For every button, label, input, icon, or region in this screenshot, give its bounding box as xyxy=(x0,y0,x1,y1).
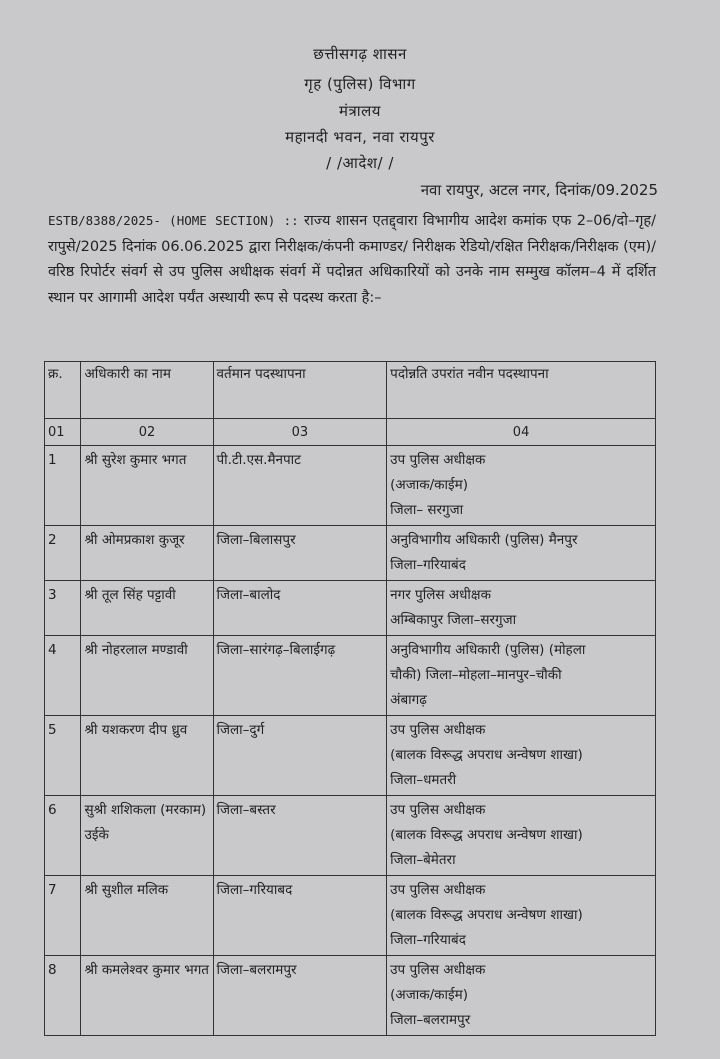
column-number: 04 xyxy=(387,419,656,446)
new-posting-line: जिला–बेमेतरा xyxy=(390,852,456,868)
row-sno: 2 xyxy=(48,532,57,548)
column-number: 02 xyxy=(81,419,213,446)
row-new-posting xyxy=(387,956,656,1036)
header-name: अधिकारी का नाम xyxy=(81,362,213,419)
new-posting-line: चौकी) जिला–मोहला–मानपुर–चौकी xyxy=(390,667,562,683)
row-current-posting: जिला–बलरामपुर xyxy=(216,962,297,978)
table-row xyxy=(45,876,656,956)
new-posting-line: अनुविभागीय अधिकारी (पुलिस) (मोहला xyxy=(390,642,586,658)
header-new-posting: पदोन्नति उपरांत नवीन पदस्थापना xyxy=(387,362,656,419)
row-current-posting: जिला–गरियाबद xyxy=(216,882,293,898)
new-posting-line: (बालक विरूद्ध अपराध अन्वेषण शाखा) xyxy=(390,747,583,763)
row-current-posting: पी.टी.एस.मैनपाट xyxy=(216,452,301,468)
table-row xyxy=(45,636,656,716)
table-row xyxy=(45,716,656,796)
row-new-posting xyxy=(387,581,656,636)
row-sno: 3 xyxy=(48,587,57,603)
new-posting-line: नगर पुलिस अधीक्षक xyxy=(390,587,491,603)
new-posting-line: जिला–गरियाबंद xyxy=(390,557,466,573)
address-line: महानदी भवन, नवा रायपुर xyxy=(285,128,435,146)
column-number-row xyxy=(45,419,656,446)
new-posting-line: उप पुलिस अधीक्षक xyxy=(390,722,486,738)
new-posting-line: अंबागढ़ xyxy=(390,692,427,708)
row-new-posting xyxy=(387,876,656,956)
date-line: नवा रायपुर, अटल नगर, दिनांक/09.2025 xyxy=(420,181,658,199)
row-current-posting: जिला–बालोद xyxy=(216,587,281,603)
row-sno: 7 xyxy=(48,882,57,898)
reference-number: ESTB/8388/2025- (HOME SECTION) :: xyxy=(48,213,299,228)
new-posting-line: अम्बिकापुर जिला–सरगुजा xyxy=(390,612,517,628)
new-posting-line: जिला–बलरामपुर xyxy=(390,1012,471,1028)
row-officer-name: श्री ओमप्रकाश कुजूर xyxy=(84,532,185,548)
row-officer-name: श्री यशकरण दीप ध्रुव xyxy=(84,722,188,738)
department-title: गृह (पुलिस) विभाग xyxy=(304,75,416,93)
row-new-posting xyxy=(387,636,656,716)
row-current-posting: जिला–बस्तर xyxy=(216,802,276,818)
row-new-posting xyxy=(387,526,656,581)
row-sno: 4 xyxy=(48,642,57,658)
column-number: 01 xyxy=(45,419,81,446)
row-new-posting xyxy=(387,446,656,526)
row-sno: 5 xyxy=(48,722,57,738)
row-officer-name: श्री नोहरलाल मण्डावी xyxy=(84,642,188,658)
column-number: 03 xyxy=(213,419,387,446)
row-sno: 8 xyxy=(48,962,57,978)
table-header-row xyxy=(45,362,656,419)
row-current-posting: जिला–दुर्ग xyxy=(216,722,265,738)
table-row xyxy=(45,446,656,526)
row-officer-name: श्री तूल सिंह पट्टावी xyxy=(84,587,176,603)
table-row xyxy=(45,796,656,876)
new-posting-line: (बालक विरूद्ध अपराध अन्वेषण शाखा) xyxy=(390,827,583,843)
table-row xyxy=(45,581,656,636)
posting-table xyxy=(44,361,656,1036)
new-posting-line: उप पुलिस अधीक्षक xyxy=(390,962,486,978)
header-current-posting: वर्तमान पदस्थापना xyxy=(213,362,387,419)
row-current-posting: जिला–सारंगढ़–बिलाईगढ़ xyxy=(216,642,336,658)
new-posting-line: अनुविभागीय अधिकारी (पुलिस) मैनपुर xyxy=(390,532,578,548)
new-posting-line: (बालक विरूद्ध अपराध अन्वेषण शाखा) xyxy=(390,907,583,923)
new-posting-line: (अजाक/काईम) xyxy=(390,987,468,1003)
row-officer-name: श्री कमलेश्वर कुमार भगत xyxy=(84,962,210,978)
table-row xyxy=(45,526,656,581)
order-heading: / /आदेश/ / xyxy=(326,154,394,172)
header-sno: क्र. xyxy=(45,362,81,419)
row-new-posting xyxy=(387,716,656,796)
row-officer-name: श्री सुरेश कुमार भगत xyxy=(84,452,187,468)
row-new-posting xyxy=(387,796,656,876)
new-posting-line: उप पुलिस अधीक्षक xyxy=(390,802,486,818)
row-sno: 6 xyxy=(48,802,57,818)
row-officer-name: सुश्री शशिकला (मरकाम) उईके xyxy=(84,802,207,843)
order-paragraph xyxy=(48,208,656,311)
new-posting-line: जिला–गरियाबंद xyxy=(390,932,466,948)
new-posting-line: जिला–धमतरी xyxy=(390,772,457,788)
row-officer-name: श्री सुशील मलिक xyxy=(84,882,169,898)
new-posting-line: (अजाक/काईम) xyxy=(390,477,468,493)
new-posting-line: उप पुलिस अधीक्षक xyxy=(390,882,486,898)
ministry-title: मंत्रालय xyxy=(338,102,381,120)
new-posting-line: जिला– सरगुजा xyxy=(390,502,464,518)
table-row xyxy=(45,956,656,1036)
order-text: राज्य शासन एतद्द्वारा विभागीय आदेश कमांक एफ 2–06/दो–गृह/रापुसे/2025 दिनांक 06.06.2025 द्वारा निरीक्षक/कंपनी कमाण्डर/ निरीक्षक रेडियो/रक्षित निरीक्षक/निरीक्षक (एम)/वरिष्ठ रिपोर्टर संवर्ग से उप पुलिस अधीक्षक संवर्ग में पदोन्नत अधिकारियों को उनके नाम सम्मुख कॉलम–4 में दर्शित स्थान पर आगामी आदेश पर्यंत अस्थायी रूप से पदस्थ करता है:– xyxy=(48,213,656,306)
new-posting-line: उप पुलिस अधीक्षक xyxy=(390,452,486,468)
govt-title: छत्तीसगढ़ शासन xyxy=(313,45,407,63)
row-current-posting: जिला–बिलासपुर xyxy=(216,532,296,548)
row-sno: 1 xyxy=(48,452,57,468)
